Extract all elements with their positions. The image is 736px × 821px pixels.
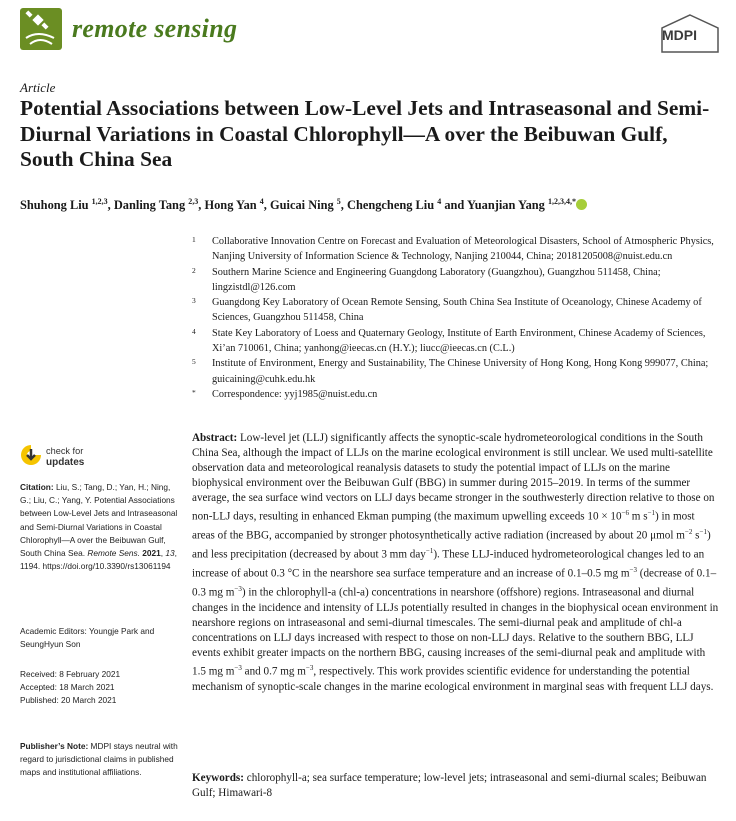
article-title: Potential Associations between Low-Level Jets and Intraseasonal and Semi-Diurnal Variations in Coastal Chlorophyll—A over the Beibuwan Gulf, South China Sea	[20, 96, 710, 171]
author-name[interactable]: Guicai Ning	[270, 198, 334, 213]
affiliation-item: 4 State Key Laboratory of Loess and Quaternary Geology, Institute of Earth Environment, Chinese Academy of Sciences, Xi’an 710061, China; yanhong@ieecas.cn (H.Y.); liucc@ieecas.cn (C.L.)	[192, 326, 706, 355]
doi-link[interactable]: https://doi.org/10.3390/rs13061194	[42, 561, 171, 572]
academic-editors: Academic Editors: Youngje Park and SeungHyun Son	[20, 626, 155, 650]
affiliation-item: 3 Guangdong Key Laboratory of Ocean Remote Sensing, South China Sea Institute of Oceanology, Chinese Academy of Sciences, Guangzhou 511458, China	[192, 296, 702, 324]
accepted-date: Accepted: 18 March 2021	[20, 682, 115, 693]
abstract: Abstract: Low-level jet (LLJ) significantly affects the synoptic-scale hydrometeorological conditions in the South China Sea, although the impact of LLJs on the marine ecological environment is still unclear. We used multi-satellite observation data and meteorological reanalysis datasets to study the potential impact of LLJs on the marine biophysical environment over the Beibuwan Gulf (BBG) in summer during 2015–2019. In terms of the summer average, the sea surface wind vectors on LLJ days became stronger in the southwesterly direction relative to those on non-LLJ days, resulting in enhanced Ekman pumping (the maximum upwelling exceeds $10 \times 10^{-6}$ m $s^{-1}$) in most areas of the BBG, accompanied by stronger photosynthetically active radiation (increased by about 20 μmol $m^{-2}$ $s^{-1}$) and less precipitation (decreased by about 3 mm day$^{-1}$). These LLJ-induced hydrometeorological changes led to an increase of about 0.3 °C in the nearshore sea surface temperature and an increase of 0.1–0.5 mg $m^{-3}$ (decrease of 0.1–0.3 mg $m^{-3}$) in the chlorophyll-a (chl-a) concentrations in nearshore (offshore) regions. Intraseasonal and diurnal changes in the incidence and intensity of LLJs potentially resulted in changes in the biophysical ocean environment in nearshore regions on intraseasonal and semi-diurnal timescales. The semi-diurnal peak and amplitude of chl-a concentrations on LLJ days increased with respect to those on non-LLJ days. Relative to the southern BBG, LLJ events exhibit greater impacts on the northern BBG, causing increases of the semi-diurnal peak and amplitude with 1.5 mg $m^{-3}$ and 0.7 mg $m^{-3}$, respectively. This work provides scientific evidence for understanding the potential mechanism of synoptic-scale changes in the marine ecological environment in marginal seas with frequent LLJ days.	[192, 432, 719, 693]
author-name[interactable]: Yuanjian Yang	[466, 198, 545, 213]
affiliation-item: 2 Southern Marine Science and Engineering Guangdong Laboratory (Guangzhou), Guangzhou 511458, China; lingzistdl@126.com	[192, 265, 661, 293]
author-name[interactable]: Hong Yan	[204, 198, 257, 213]
satellite-icon	[20, 8, 62, 50]
check-for-updates-label[interactable]: check for updates	[46, 446, 85, 468]
author-list: Shuhong Liu $^{1,2,3}$, Danling Tang $^{2,3}$, Hong Yan $^4$, Guicai Ning $^5$, Chengcheng Liu $^4$ and Yuanjian Yang $^{1,2,3,4,*}$	[20, 194, 720, 213]
journal-logo-icon	[20, 8, 62, 50]
keywords-label: Keywords:	[192, 772, 244, 784]
affiliation-item: 1 Collaborative Innovation Centre on Forecast and Evaluation of Meteorological Disasters, School of Atmospheric Physics, Nanjing University of Information Science & Technology, Nanjing 210044, China; 20181205008@nuist.edu.cn	[192, 235, 714, 263]
abstract-label: Abstract:	[192, 432, 238, 444]
correspondence: * Correspondence: yyj1985@nuist.edu.cn	[192, 387, 378, 400]
citation-block: Citation: Liu, S.; Tang, D.; Yan, H.; Ning, G.; Liu, C.; Yang, Y. Potential Associations between Low-Level Jets and Intraseasonal and Semi-Diurnal Variations in Coastal Chlorophyll—A over the Beibuwan Gulf, South China Sea. Remote Sens. 2021, 13, 1194. https://doi.org/10.3390/rs13061194	[20, 482, 178, 572]
publisher-name: MDPI	[662, 27, 697, 43]
affiliation-list	[192, 234, 720, 402]
author-name[interactable]: Danling Tang	[113, 198, 186, 213]
author-name[interactable]: Shuhong Liu	[20, 198, 89, 213]
publisher-note: Publisher’s Note: MDPI stays neutral with regard to jurisdictional claims in published maps and institutional affiliations.	[20, 741, 178, 778]
keywords: Keywords: chlorophyll-a; sea surface temperature; low-level jets; intraseasonal and semi-diurnal scales; Beibuwan Gulf; Himawari-8	[192, 772, 707, 800]
article-type: Article	[20, 80, 56, 95]
published-date: Published: 20 March 2021	[20, 695, 117, 706]
check-for-updates-icon[interactable]	[20, 444, 42, 468]
journal-name: remote sensing	[72, 14, 238, 43]
received-date: Received: 8 February 2021	[20, 669, 121, 679]
author-name[interactable]: Chengcheng Liu	[347, 198, 435, 213]
orcid-icon[interactable]	[576, 199, 587, 210]
affiliation-item: 5 Institute of Environment, Energy and Sustainability, The Chinese University of Hong Kong, Hong Kong 999077, China; guicaining@cuhk.edu.hk	[192, 357, 709, 385]
publication-dates	[20, 668, 180, 708]
